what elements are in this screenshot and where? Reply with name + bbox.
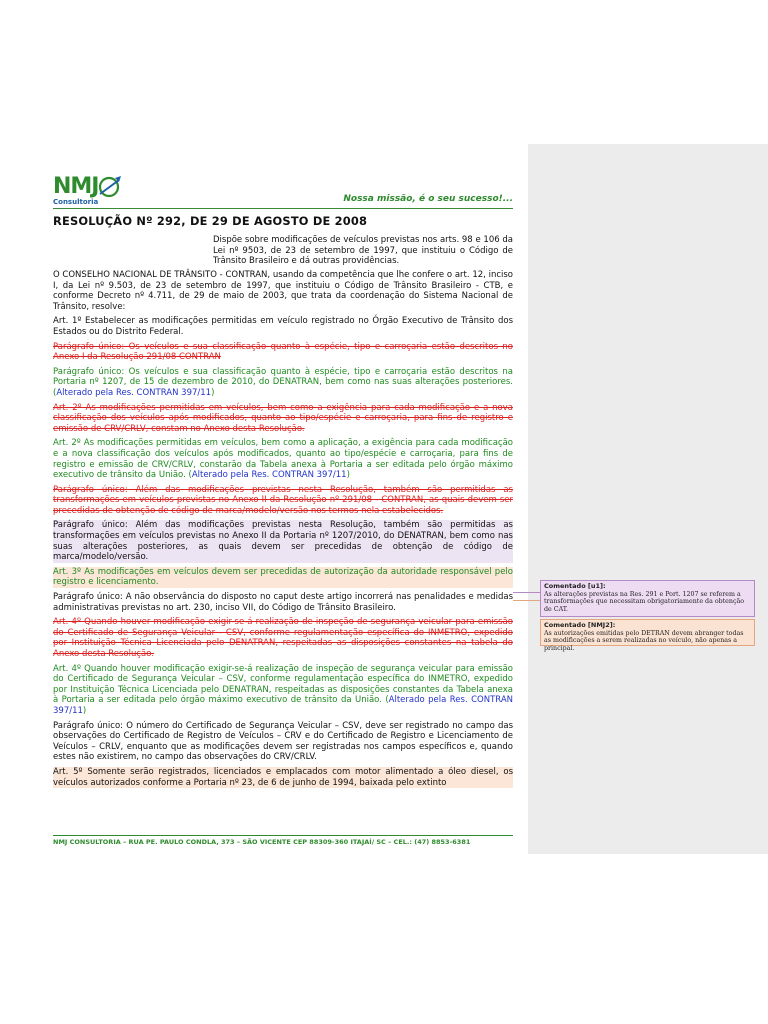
comment-text: As alterações previstas na Res. 291 e Port. 1207 se referem a transformações que necessitam obrigatoriamente da obtenção de CAT. <box>544 590 745 613</box>
amended-text-end: ) <box>211 387 215 398</box>
amended-paragraph <box>53 367 513 399</box>
amended-article-2 <box>53 438 513 480</box>
article-3-paragraph: Parágrafo único: A não observância do disposto no caput deste artigo incorrerá nas penalidades e medidas administrativas previstas no art. 230, inciso VII, do Código de Trânsito Brasileiro. <box>53 592 513 613</box>
comments-pane <box>528 144 768 854</box>
comment-text: As autorizações emitidas pelo DETRAN devem abranger todas as modificações a serem realizadas no veículo, não apenas a principal. <box>544 629 744 652</box>
struck-article-4: Art. 4º Quando houver modificação exigir-se-á realização de inspeção de segurança veicular para emissão do Certificado de Segurança Veicular - CSV, conforme regulamentação específica do INMETRO, expedido por Instituição Técnica Licenciada pelo DENATRAN, respeitadas as disposições constantes na tabela do Anexo desta Resolução. <box>53 617 513 659</box>
mission-slogan: Nossa missão, é o seu sucesso!... <box>343 194 513 204</box>
amended-text: Parágrafo único: Os veículos e sua classificação quanto à espécie, tipo e carroçaria estão descritos na Portaria nº 1207, de 15 de dezembro de 2010, do DENATRAN, bem como nas suas alterações posteriores. ( <box>53 366 513 398</box>
document-body <box>53 270 513 792</box>
amended-text: Art. 4º Quando houver modificação exigir-se-á realização de inspeção de segurança veicular para emissão do Certificado de Segurança Veicular – CSV, conforme regulamentação específica do INMETRO, expedido por Instituição Técnica Licenciada pelo DENATRAN, respeitadas as disposições constantes da Tabela anexa à Portaria a ser editada pelo órgão máximo executivo de trânsito da União. ( <box>53 663 513 706</box>
letterhead <box>53 172 513 209</box>
page-footer: NMJ CONSULTORIA – RUA PE. PAULO CONDLA, 373 – SÃO VICENTE CEP 88309-360 ITAJAÍ/ SC – CEL.: (47) 8853-6381 <box>53 835 513 846</box>
amendment-link[interactable]: Alterado pela Res. CONTRAN 397/11 <box>53 695 514 716</box>
comment-title: Comentado [NMJ2]: <box>544 621 616 629</box>
commented-article-3[interactable]: Art. 3º As modificações em veículos devem ser precedidas de autorização da autoridade responsável pelo registro e licenciamento. <box>53 566 513 588</box>
amendment-link[interactable]: Alterado pela Res. CONTRAN 397/11 <box>191 470 347 481</box>
comment-balloon-u1[interactable] <box>540 580 755 617</box>
comment-title: Comentado [u1]: <box>544 582 606 590</box>
commented-paragraph-u1[interactable]: Parágrafo único: Além das modificações previstas nesta Resolução, também são permitidas as transformações em veículos previstas no Anexo II da Portaria nº 1207/2010, do DENATRAN, bem como nas suas alterações posteriores, as quais devem ser precedidas de obtenção de código de marca/modelo/versão. <box>53 520 513 563</box>
logo-main-text: NMJ <box>53 174 99 199</box>
struck-article-2: Art. 2º As modificações permitidas em veículos, bem como a exigência para cada modificação e a nova classificação dos veículos após modificados, quanto ao tipo/espécie e carroçaria, para fins de registro e emissão de CRV/CRLV, constam no Anexo desta Resolução. <box>53 402 513 434</box>
article-5: Art. 5º Somente serão registrados, licenciados e emplacados com motor alimentado a óleo diesel, os veículos autorizados conforme a Portaria nº 23, de 6 de junho de 1994, baixada pelo extinto <box>53 766 513 788</box>
preamble: O CONSELHO NACIONAL DE TRÂNSITO - CONTRAN, usando da competência que lhe confere o art. 12, inciso I, da Lei nº 9.503, de 23 de setembro de 1997, que instituiu o Código de Trânsito Brasileiro - CTB, e conforme Decreto nº 4.711, de 29 de maio de 2003, que trata da coordenação do Sistema Nacional de Trânsito, resolve: <box>53 270 513 312</box>
logo-sub-text: Consultoria <box>53 198 99 206</box>
struck-paragraph: Parágrafo único: Os veículos e sua classificação quanto à espécie, tipo e carroçaria estão descritos no Anexo I da Resolução 291/08 CONTRAN <box>53 341 513 363</box>
comment-connector-2 <box>513 600 540 601</box>
comment-connector-1 <box>513 592 540 593</box>
article-4-paragraph: Parágrafo único: O número do Certificado de Segurança Veicular – CSV, deve ser registrado no campo das observações do Certificado de Registro de Veículos – CRV e do Certificado de Registro e Licenciamento de Veículos – CRLV, enquanto que as modificações devem ser registradas nos campos específicos e, quando estes não existirem, no campo das observações do CRV/CRLV. <box>53 720 513 763</box>
amended-text-end: ) <box>82 705 87 716</box>
document-title: RESOLUÇÃO Nº 292, DE 29 DE AGOSTO DE 2008 <box>53 214 368 228</box>
company-logo <box>53 176 99 206</box>
ementa: Dispõe sobre modificações de veículos previstas nos arts. 98 e 106 da Lei nº 9503, de 23 de setembro de 1997, que instituiu o Código de Trânsito Brasileiro e dá outras providências. <box>213 235 513 266</box>
comment-balloon-nmj2[interactable] <box>540 619 755 652</box>
logo-swoosh-icon <box>97 174 123 202</box>
amended-article-4 <box>53 664 513 717</box>
amendment-link[interactable]: Alterado pela Res. CONTRAN 397/11 <box>56 387 212 398</box>
amended-text-end: ) <box>346 470 350 481</box>
article-1: Art. 1º Estabelecer as modificações permitidas em veículo registrado no Órgão Executivo de Trânsito dos Estados ou do Distrito Federal. <box>53 316 513 337</box>
amended-text: Art. 2º As modificações permitidas em veículos, bem como a aplicação, a exigência para cada modificação e a nova classificação dos veículos após modificados, quanto ao tipo/espécie e carroçaria, para fins de registro e emissão de CRV/CRLV, constarão da Tabela anexa à Portaria a ser editada pelo órgão máximo executivo de trânsito da União. ( <box>53 438 513 481</box>
struck-paragraph-2: Parágrafo único: Além das modificações previstas nesta Resolução, também são permitidas as transformações em veículos previstas no Anexo II da Resolução nº 291/08 - CONTRAN, as quais devem ser precedidas de obtenção de código de marca/modelo/versão nos termos nela estabelecidos. <box>53 484 513 516</box>
